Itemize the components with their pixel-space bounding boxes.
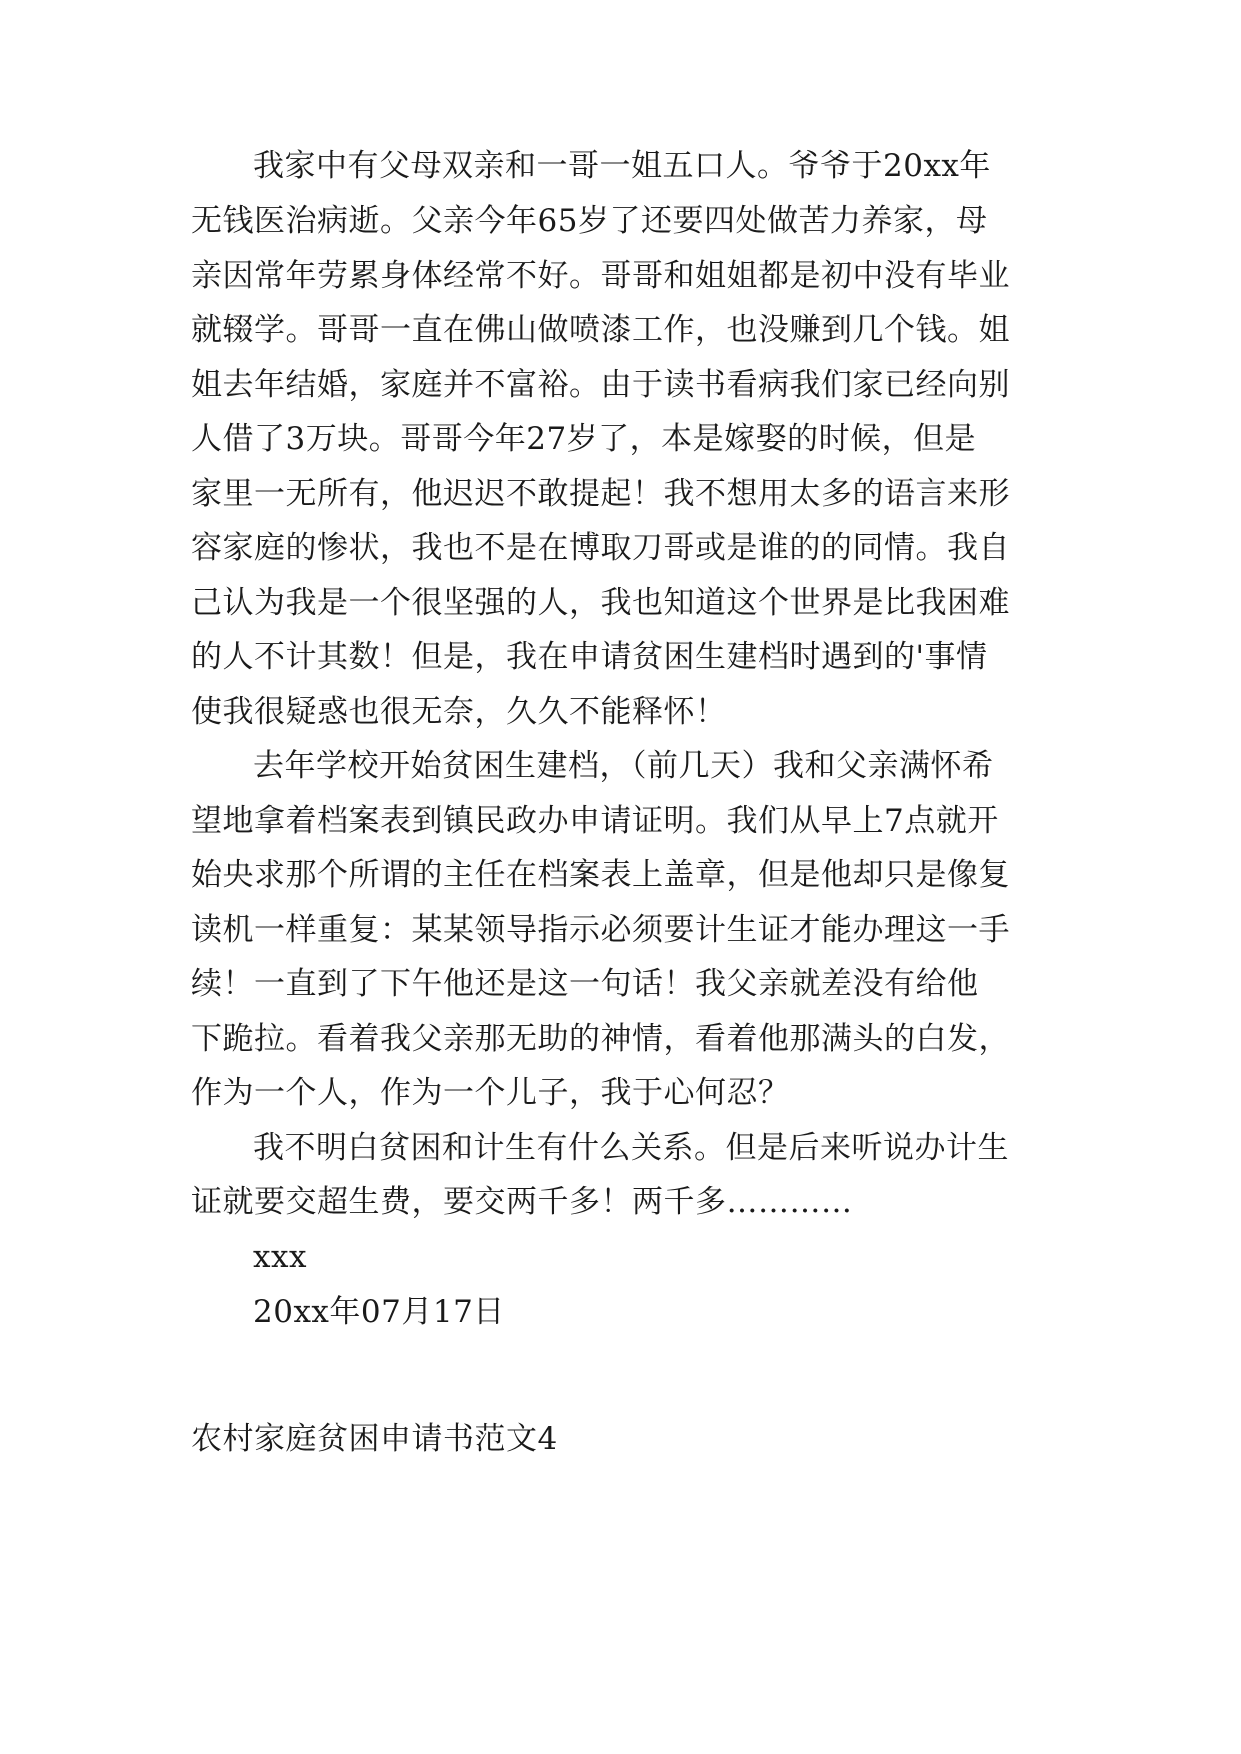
paragraph-1-line-8: 容家庭的惨状，我也不是在博取刀哥或是谁的的同情。我自 <box>191 530 1010 566</box>
signature: xxx <box>253 1239 307 1275</box>
paragraph-2-line-6: 下跪拉。看着我父亲那无助的神情，看着他那满头的白发， <box>191 1021 1010 1057</box>
paragraph-2-line-3: 始央求那个所谓的主任在档案表上盖章，但是他却只是像复 <box>191 857 1010 893</box>
paragraph-2-line-7: 作为一个人，作为一个儿子，我于心何忍？ <box>191 1075 790 1111</box>
paragraph-1-line-10: 的人不计其数！但是，我在申请贫困生建档时遇到的'事情 <box>191 639 988 675</box>
paragraph-2-line-1: 去年学校开始贫困生建档，（前几天）我和父亲满怀希 <box>253 748 994 784</box>
paragraph-1-line-6: 人借了3万块。哥哥今年27岁了，本是嫁娶的时候，但是 <box>191 421 977 457</box>
paragraph-2-line-4: 读机一样重复：某某领导指示必须要计生证才能办理这一手 <box>191 912 1010 948</box>
paragraph-2-line-2: 望地拿着档案表到镇民政办申请证明。我们从早上7点就开 <box>191 803 999 839</box>
paragraph-1-line-5: 姐去年结婚，家庭并不富裕。由于读书看病我们家已经向别 <box>191 367 1010 403</box>
paragraph-3-line-1: 我不明白贫困和计生有什么关系。但是后来听说办计生 <box>253 1130 1009 1166</box>
paragraph-1-line-2: 无钱医治病逝。父亲今年65岁了还要四处做苦力养家，母 <box>191 203 988 239</box>
section-title: 农村家庭贫困申请书范文4 <box>191 1421 558 1457</box>
date: 20xx年07月17日 <box>253 1294 505 1330</box>
paragraph-1-line-1: 我家中有父母双亲和一哥一姐五口人。爷爷于20xx年 <box>253 148 991 184</box>
paragraph-1-line-11: 使我很疑惑也很无奈，久久不能释怀！ <box>191 694 727 730</box>
paragraph-1-line-7: 家里一无所有，他迟迟不敢提起！我不想用太多的语言来形 <box>191 476 1010 512</box>
paragraph-1-line-4: 就辍学。哥哥一直在佛山做喷漆工作，也没赚到几个钱。姐 <box>191 312 1010 348</box>
paragraph-1-line-3: 亲因常年劳累身体经常不好。哥哥和姐姐都是初中没有毕业 <box>191 258 1010 294</box>
paragraph-3-line-2: 证就要交超生费，要交两千多！两千多………… <box>191 1184 853 1220</box>
paragraph-1-line-9: 己认为我是一个很坚强的人，我也知道这个世界是比我困难 <box>191 585 1010 621</box>
paragraph-2-line-5: 续！一直到了下午他还是这一句话！我父亲就差没有给他 <box>191 966 979 1002</box>
